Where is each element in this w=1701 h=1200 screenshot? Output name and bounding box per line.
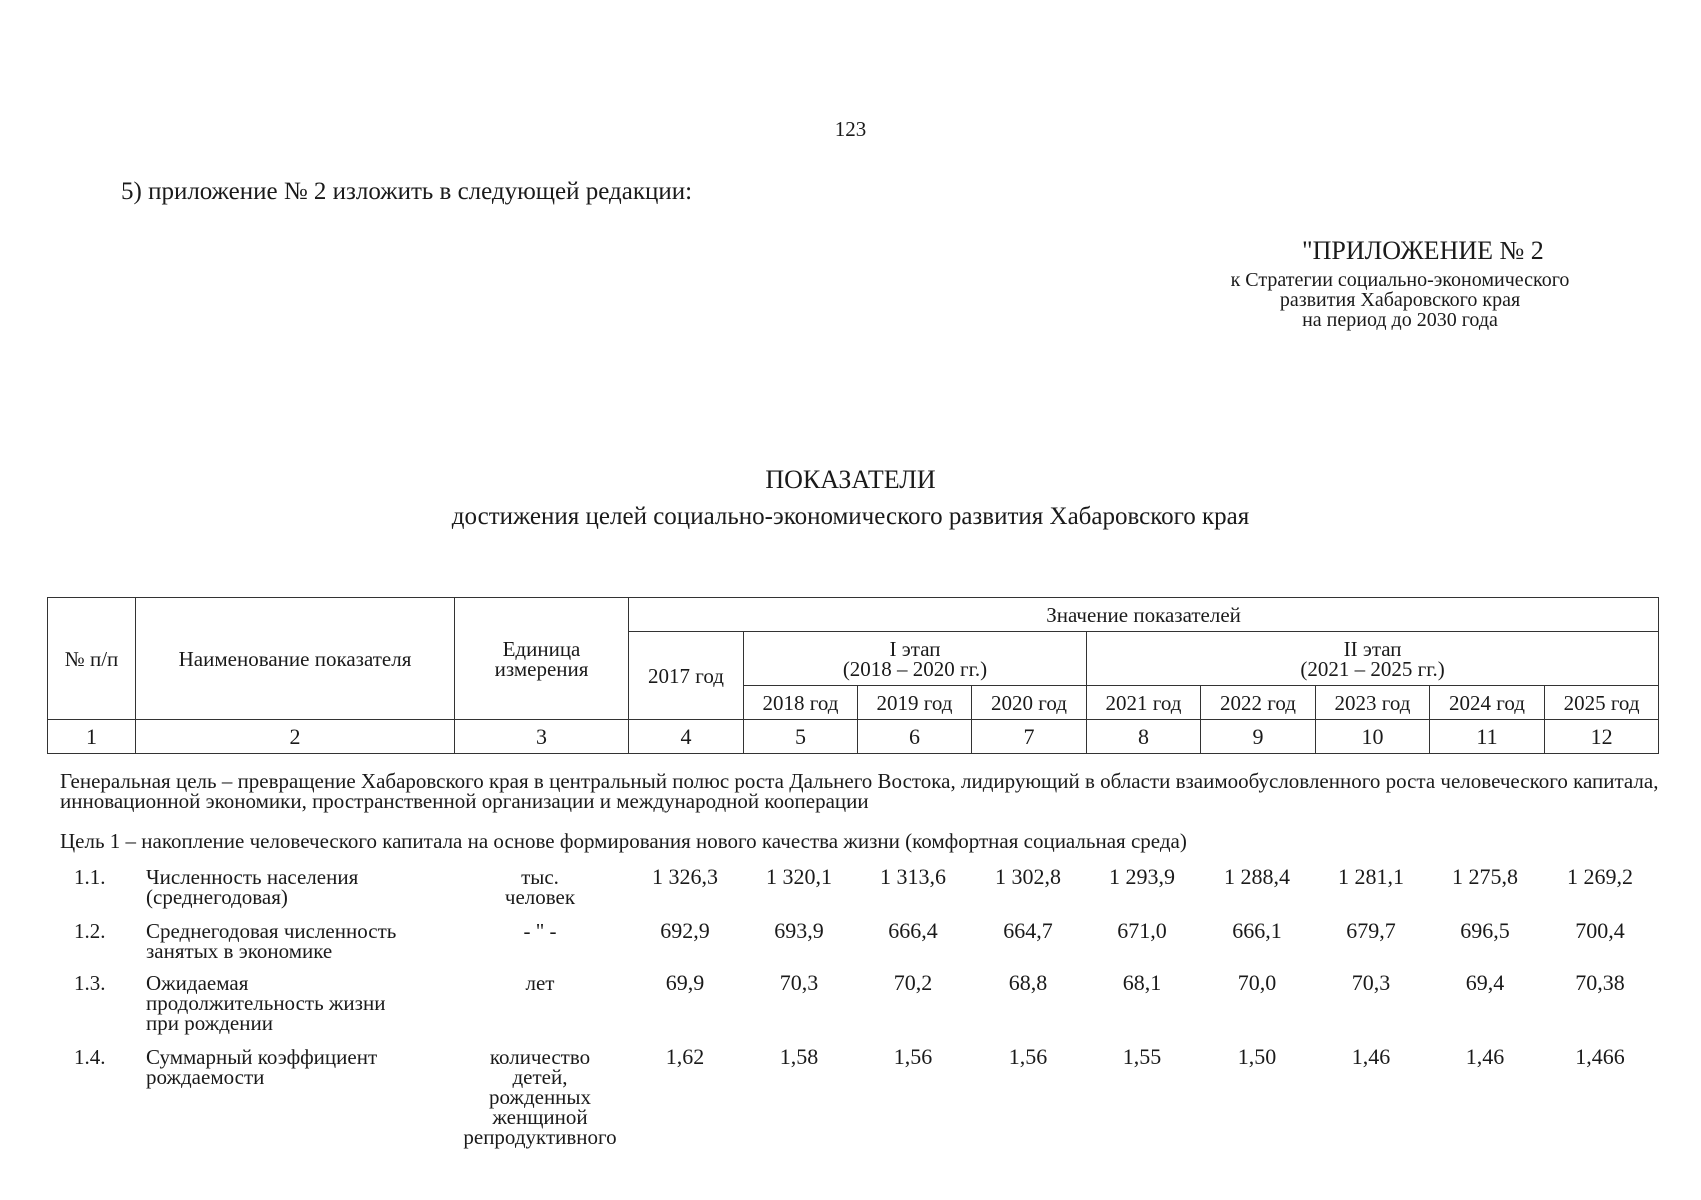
header-year: 2017 год [629,632,744,720]
header-year: 2023 год [1316,686,1430,720]
stage-1-name: I этап [889,636,941,661]
indicator-name-line: Суммарный коэффициент [146,1045,378,1069]
indicator-name-line: рождаемости [146,1065,265,1089]
indicator-value: 1,46 [1465,1044,1505,1069]
annex-subtitle [1200,270,1600,330]
indicator-name-line: Ожидаемая [146,971,249,995]
column-number: 8 [1087,720,1201,754]
indicator-value: 68,1 [1122,970,1162,995]
column-number: 3 [455,720,629,754]
indicator-value: 68,8 [1008,970,1048,995]
indicator-value: 693,9 [774,918,824,943]
indicator-value: 70,38 [1575,970,1625,995]
header-year: 2024 год [1430,686,1545,720]
indicator-value: 666,4 [888,918,938,943]
header-year: 2018 год [744,686,858,720]
indicator-name-line: Среднегодовая численность [146,919,397,943]
indicator-value: 1 302,8 [995,864,1061,889]
annex-block [1200,236,1600,330]
column-number: 1 [48,720,136,754]
row-number: 1.3. [74,971,106,995]
indicator-name [146,973,466,1033]
indicator-unit-line: женщиной [492,1105,588,1129]
indicator-value: 1,50 [1237,1044,1277,1069]
indicator-value: 671,0 [1117,918,1167,943]
indicator-unit [430,973,650,993]
header-name: Наименование показателя [136,598,455,720]
indicator-unit-line: количество [489,1045,591,1069]
row-number: 1.1. [74,865,106,889]
row-number: 1.2. [74,919,106,943]
column-number: 2 [136,720,455,754]
indicator-unit-line: рожденных [488,1085,592,1109]
indicator-unit-line: лет [525,971,555,995]
indicator-value: 696,5 [1460,918,1510,943]
column-number: 9 [1201,720,1316,754]
indicator-value: 664,7 [1003,918,1053,943]
indicator-value: 1 288,4 [1224,864,1290,889]
indicator-value: 70,3 [1351,970,1391,995]
goal-1-heading: Цель 1 – накопление человеческого капитала на основе формирования нового качества жизни (комфортная социальная среда) [60,829,1187,853]
indicator-name [146,921,466,961]
indicator-unit-line: детей, [512,1065,568,1089]
indicator-value: 69,9 [665,970,705,995]
indicator-name [146,867,466,907]
header-unit: Единица измерения [455,598,629,720]
indicator-value: 1 313,6 [880,864,946,889]
column-number: 12 [1545,720,1659,754]
indicator-unit [430,1047,650,1147]
annex-title: "ПРИЛОЖЕНИЕ № 2 [1302,236,1544,265]
stage-2-name: II этап [1343,636,1402,661]
indicator-value: 700,4 [1575,918,1625,943]
indicator-value: 1 326,3 [652,864,718,889]
annex-line: к Стратегии социально-экономического [1230,269,1570,291]
column-number: 10 [1316,720,1430,754]
indicator-value: 1,466 [1575,1044,1625,1069]
indicator-value: 1,56 [1008,1044,1048,1069]
header-year: 2025 год [1545,686,1659,720]
indicator-name-line: (среднегодовая) [146,885,288,909]
indicator-name [146,1047,466,1087]
indicator-unit [430,867,650,907]
indicator-value: 666,1 [1232,918,1282,943]
indicator-value: 692,9 [660,918,710,943]
indicator-unit-line: - " - [523,919,557,943]
indicator-unit-line: тыс. [521,865,559,889]
indicator-value: 1 281,1 [1338,864,1404,889]
indicator-value: 1,56 [893,1044,933,1069]
indicator-value: 1,46 [1351,1044,1391,1069]
indicators-header-table [47,597,1659,754]
header-values: Значение показателей [629,598,1659,632]
header-year: 2019 год [858,686,972,720]
indicator-value: 70,3 [779,970,819,995]
column-number: 11 [1430,720,1545,754]
annex-line: на период до 2030 года [1302,309,1498,331]
annex-line: развития Хабаровского края [1279,289,1521,311]
indicator-name-line: при рождении [146,1011,273,1035]
indicator-value: 1 269,2 [1567,864,1633,889]
header-year: 2020 год [972,686,1087,720]
indicator-unit-line: человек [504,885,576,909]
row-number: 1.4. [74,1045,106,1069]
indicator-value: 69,4 [1465,970,1505,995]
indicator-value: 1 275,8 [1452,864,1518,889]
indicator-name-line: занятых в экономике [146,939,333,963]
header-year: 2021 год [1087,686,1201,720]
header-stage-1 [744,632,1087,686]
header-no: № п/п [48,598,136,720]
intro-text: 5) приложение № 2 изложить в следующей редакции: [121,178,693,205]
indicator-value: 1,58 [779,1044,819,1069]
indicator-value: 70,2 [893,970,933,995]
column-number: 4 [629,720,744,754]
indicator-value: 679,7 [1346,918,1396,943]
column-number: 5 [744,720,858,754]
column-number: 6 [858,720,972,754]
column-number: 7 [972,720,1087,754]
indicator-value: 1 293,9 [1109,864,1175,889]
indicator-unit-line: репродуктивного [463,1125,617,1149]
indicator-value: 1,55 [1122,1044,1162,1069]
general-goal: Генеральная цель – превращение Хабаровского края в центральный полюс роста Дальнего Востока, лидирующий в области взаимообусловленного роста человеческого капитала, инновационной экономики, пространственной организации и международной кооперации [60,769,1659,813]
doc-title: ПОКАЗАТЕЛИ [765,465,936,494]
stage-2-years: (2021 – 2025 гг.) [1300,656,1445,681]
indicator-value: 1,62 [665,1044,705,1069]
indicator-unit [430,921,650,941]
indicator-value: 70,0 [1237,970,1277,995]
doc-subtitle: достижения целей социально-экономического развития Хабаровского края [451,503,1250,530]
stage-1-years: (2018 – 2020 гг.) [842,656,988,681]
indicator-name-line: продолжительность жизни [146,991,386,1015]
header-year: 2022 год [1201,686,1316,720]
indicator-value: 1 320,1 [766,864,832,889]
page-number: 123 [834,117,867,141]
header-stage-2 [1087,632,1659,686]
indicator-name-line: Численность населения [146,865,359,889]
